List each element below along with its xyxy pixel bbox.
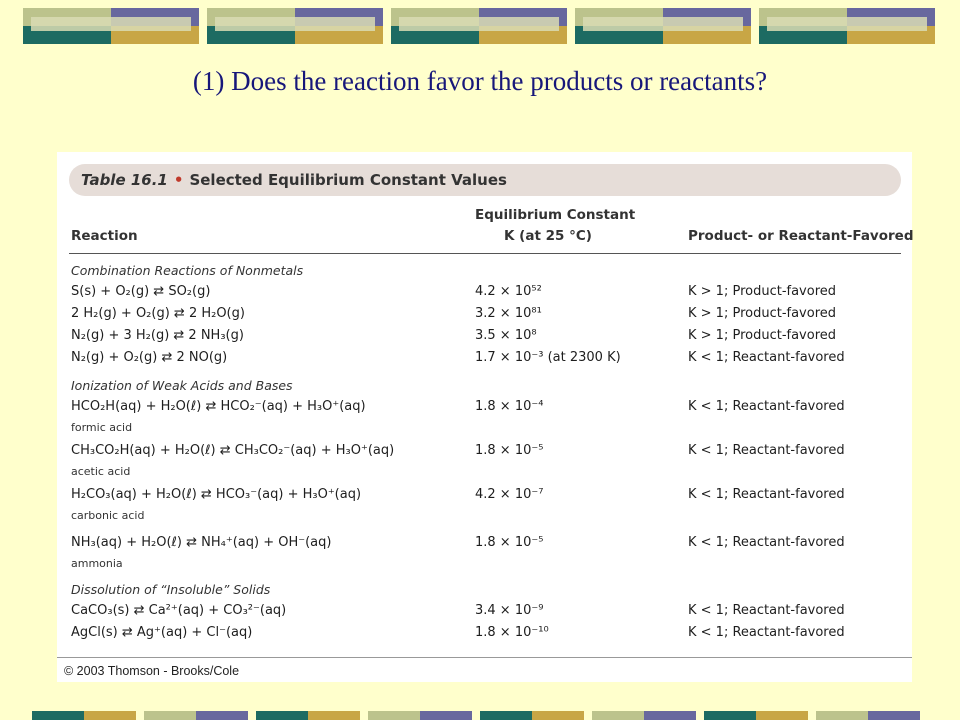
header-deco-block (759, 8, 935, 44)
favored-cell: K > 1; Product-favored (688, 306, 837, 321)
table-title (81, 171, 507, 189)
section-label-combination: Combination Reactions of Nonmetals (71, 263, 304, 278)
footer-decoration (0, 711, 960, 720)
section-label-dissolution: Dissolution of “Insoluble” Solids (71, 582, 271, 597)
column-header-favored: Product- or Reactant-Favored (688, 228, 914, 244)
k-value-cell: 1.8 × 10⁻⁴ (475, 399, 544, 414)
k-value-cell: 1.8 × 10⁻¹⁰ (475, 625, 549, 640)
favored-cell: K > 1; Product-favored (688, 284, 837, 299)
table-number: Table 16.1 (81, 171, 168, 189)
reaction-cell: N₂(g) + O₂(g) ⇄ 2 NO(g) (71, 350, 228, 365)
favored-cell: K < 1; Reactant-favored (688, 399, 845, 414)
compound-name: formic acid (71, 421, 133, 434)
reaction-cell: HCO₂H(aq) + H₂O(ℓ) ⇄ HCO₂⁻(aq) + H₃O⁺(aq) (71, 399, 366, 414)
favored-cell: K < 1; Reactant-favored (688, 625, 845, 640)
column-header-reaction: Reaction (71, 228, 138, 244)
header-deco-block (391, 8, 567, 44)
favored-cell: K < 1; Reactant-favored (688, 350, 845, 365)
reaction-cell: N₂(g) + 3 H₂(g) ⇄ 2 NH₃(g) (71, 328, 244, 343)
section-label-ionization: Ionization of Weak Acids and Bases (71, 378, 293, 393)
k-value-cell: 4.2 × 10⁵² (475, 284, 542, 299)
title-bullet: • (173, 171, 184, 189)
favored-cell: K < 1; Reactant-favored (688, 603, 845, 618)
reaction-cell: CaCO₃(s) ⇄ Ca²⁺(aq) + CO₃²⁻(aq) (71, 603, 287, 618)
reaction-cell: AgCl(s) ⇄ Ag⁺(aq) + Cl⁻(aq) (71, 625, 253, 640)
equilibrium-table-figure (57, 152, 912, 682)
table-title-text: Selected Equilibrium Constant Values (189, 171, 507, 189)
k-value-cell: 3.5 × 10⁸ (475, 328, 537, 343)
k-value-cell: 4.2 × 10⁻⁷ (475, 487, 544, 502)
copyright-notice: © 2003 Thomson - Brooks/Cole (64, 664, 240, 678)
compound-name: ammonia (71, 557, 123, 570)
header-decoration (0, 8, 960, 44)
slide-title: (1) Does the reaction favor the products or reactants? (192, 66, 768, 96)
header-deco-block (23, 8, 199, 44)
column-header-k-line2: K (at 25 °C) (504, 228, 592, 244)
compound-name: carbonic acid (71, 509, 145, 522)
k-value-cell: 3.4 × 10⁻⁹ (475, 603, 544, 618)
reaction-cell: 2 H₂(g) + O₂(g) ⇄ 2 H₂O(g) (71, 306, 245, 321)
favored-cell: K < 1; Reactant-favored (688, 535, 845, 550)
reaction-cell: CH₃CO₂H(aq) + H₂O(ℓ) ⇄ CH₃CO₂⁻(aq) + H₃O⁺(aq) (71, 443, 395, 458)
compound-name: acetic acid (71, 465, 131, 478)
favored-cell: K > 1; Product-favored (688, 328, 837, 343)
favored-cell: K < 1; Reactant-favored (688, 487, 845, 502)
favored-cell: K < 1; Reactant-favored (688, 443, 845, 458)
header-rule (69, 253, 901, 254)
k-value-cell: 1.8 × 10⁻⁵ (475, 443, 544, 458)
footer-rule (57, 657, 912, 658)
k-value-cell: 1.8 × 10⁻⁵ (475, 535, 544, 550)
header-deco-block (207, 8, 383, 44)
reaction-cell: H₂CO₃(aq) + H₂O(ℓ) ⇄ HCO₃⁻(aq) + H₃O⁺(aq) (71, 487, 362, 502)
reaction-cell: S(s) + O₂(g) ⇄ SO₂(g) (71, 284, 211, 299)
column-header-k-line1: Equilibrium Constant (475, 207, 636, 223)
table-title-bar (69, 164, 901, 196)
k-value-cell: 1.7 × 10⁻³ (at 2300 K) (475, 350, 621, 365)
k-value-cell: 3.2 × 10⁸¹ (475, 306, 542, 321)
header-deco-block (575, 8, 751, 44)
reaction-cell: NH₃(aq) + H₂O(ℓ) ⇄ NH₄⁺(aq) + OH⁻(aq) (71, 535, 332, 550)
